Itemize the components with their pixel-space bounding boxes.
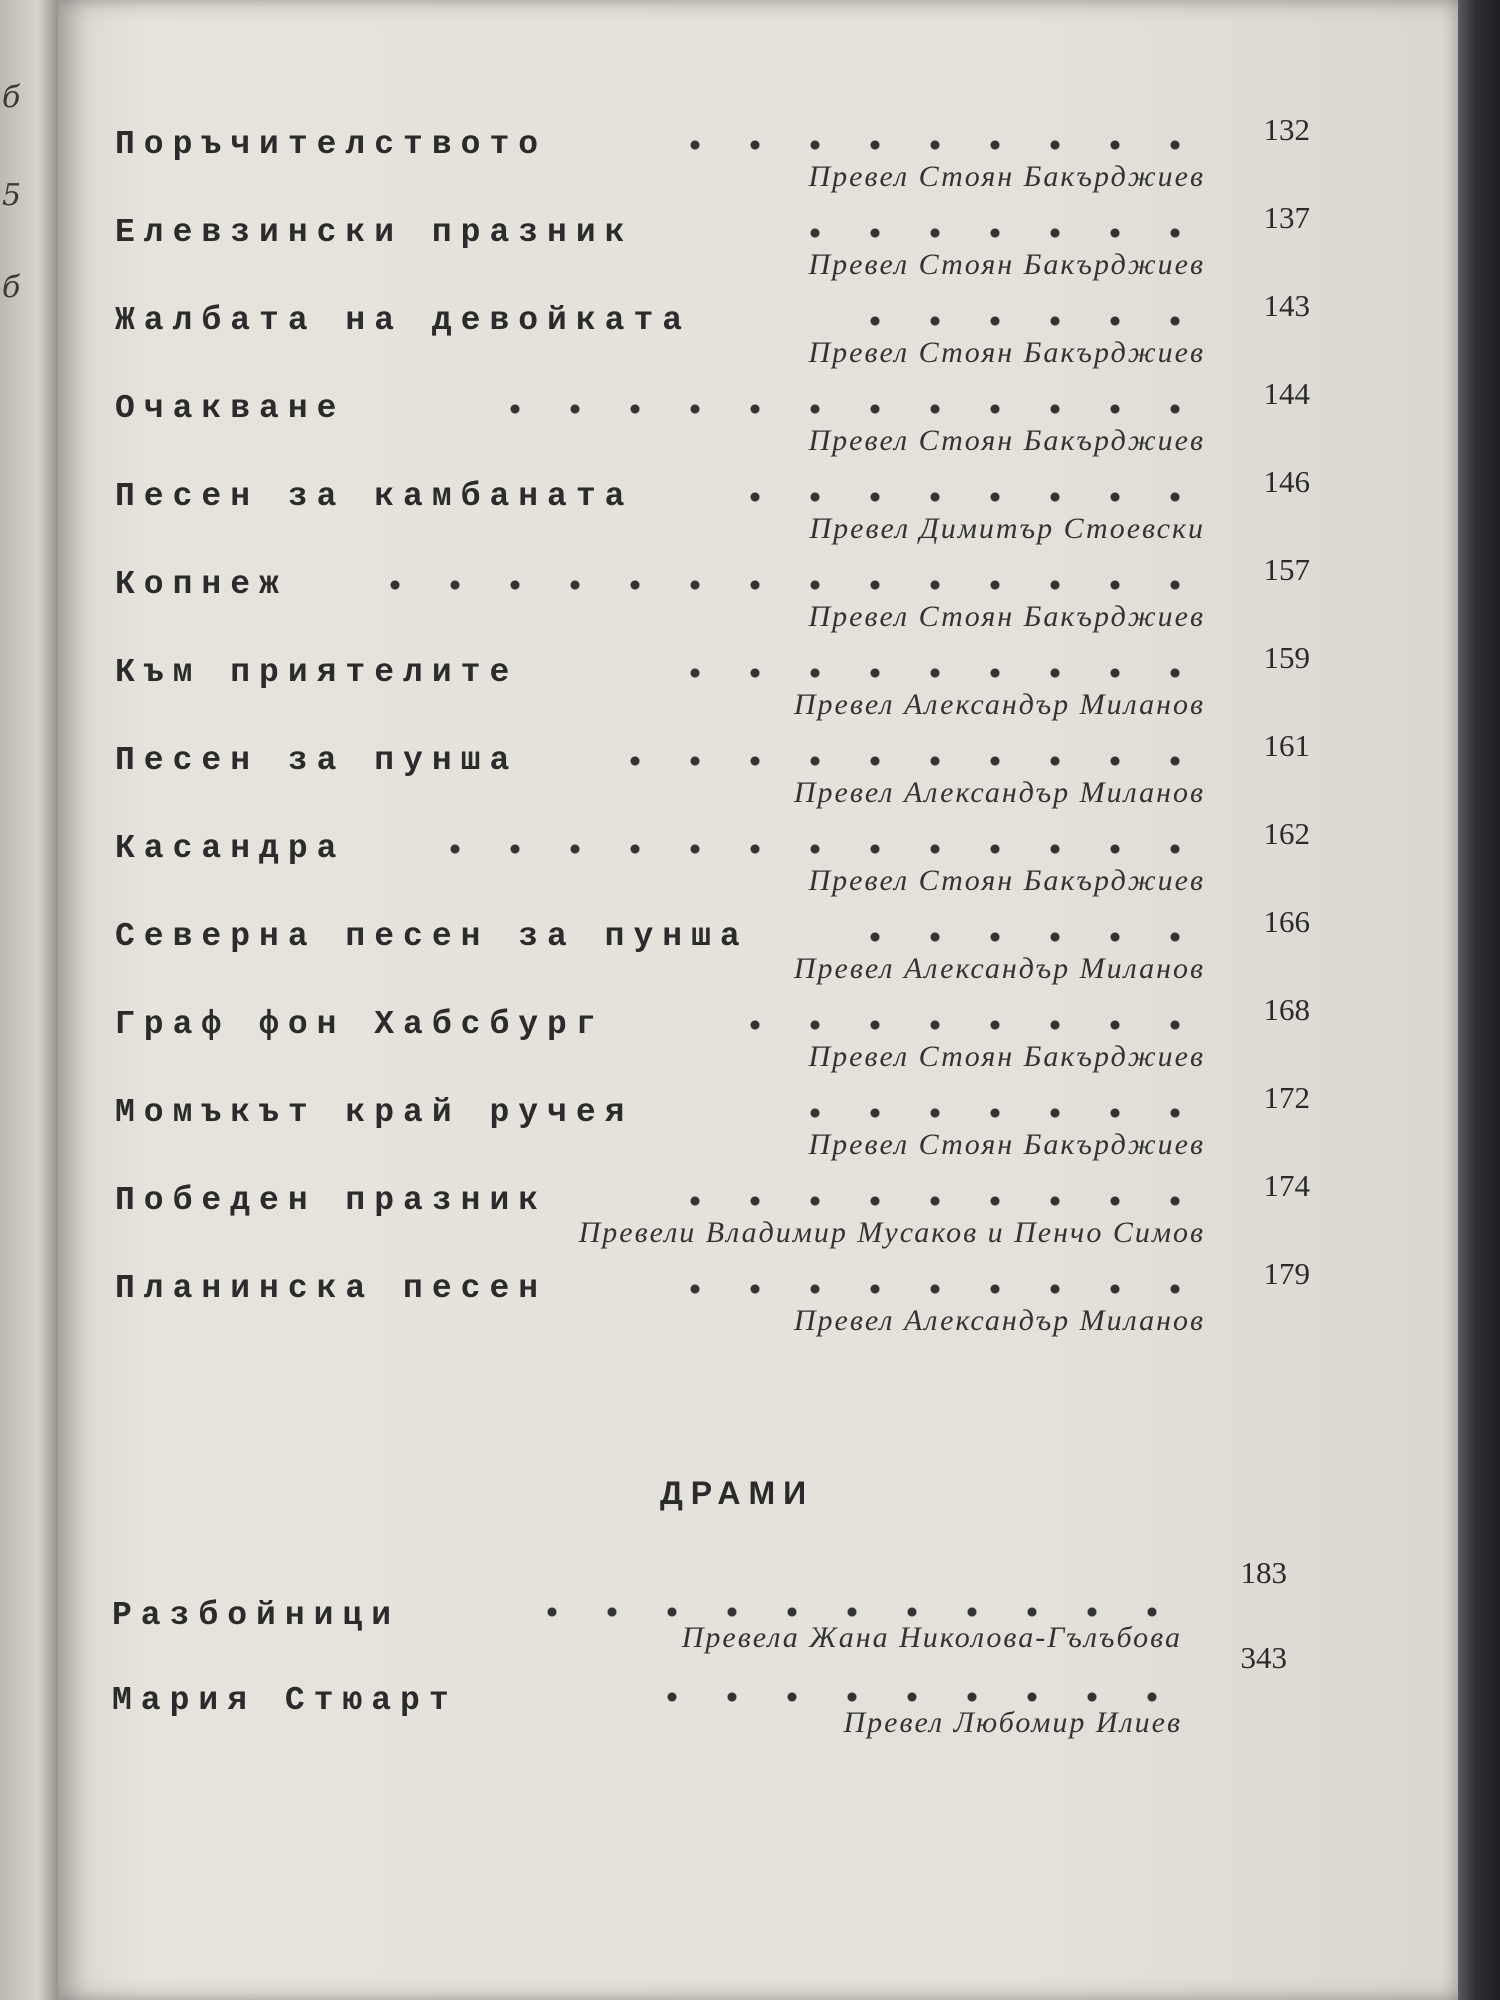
translator-credit: Превел Стоян Бакърджиев bbox=[808, 1128, 1205, 1161]
page-number: 137 bbox=[1263, 200, 1310, 235]
translator-credit: Превел Александър Миланов bbox=[793, 776, 1205, 809]
entry-title: Жалбата на девойката bbox=[115, 302, 692, 339]
dot-leader bbox=[725, 490, 1205, 504]
translator-credit: Превел Стоян Бакърджиев bbox=[808, 600, 1205, 633]
entry-title: Планинска песен bbox=[115, 1270, 548, 1307]
page-number: 157 bbox=[1263, 552, 1310, 587]
section-heading: ДРАМИ bbox=[660, 1475, 815, 1511]
dot-leader bbox=[605, 754, 1205, 768]
table-of-contents bbox=[115, 108, 1310, 1340]
entry-title: Граф фон Хабсбург bbox=[115, 1006, 605, 1043]
entry-title: Към приятелите bbox=[115, 654, 519, 691]
entry-title: Елевзински празник bbox=[115, 214, 634, 251]
dot-leader bbox=[522, 1605, 1182, 1619]
translator-credit: Превели Владимир Мусаков и Пенчо Симов bbox=[578, 1216, 1205, 1249]
toc-entry bbox=[115, 548, 1310, 636]
translator-credit: Превел Александър Миланов bbox=[793, 1304, 1205, 1337]
translator-credit: Превел Стоян Бакърджиев bbox=[808, 864, 1205, 897]
toc-entry bbox=[115, 988, 1310, 1076]
translator-credit: Превел Стоян Бакърджиев bbox=[808, 1040, 1205, 1073]
entry-title: Песен за камбаната bbox=[115, 478, 634, 515]
entry-title: Мария Стюарт bbox=[112, 1682, 458, 1719]
edge-glyph: 5 bbox=[2, 178, 22, 213]
page-number: 174 bbox=[1263, 1168, 1310, 1203]
dot-leader bbox=[665, 666, 1205, 680]
page-number: 144 bbox=[1263, 376, 1310, 411]
toc-entry bbox=[115, 108, 1310, 196]
toc-entry bbox=[115, 284, 1310, 372]
toc-entry bbox=[115, 460, 1310, 548]
page-number: 168 bbox=[1263, 992, 1310, 1027]
toc-entry bbox=[115, 1076, 1310, 1164]
edge-glyph: б bbox=[2, 80, 21, 115]
facing-page-edge bbox=[0, 0, 62, 2000]
entry-title: Разбойници bbox=[112, 1597, 401, 1634]
page-number: 159 bbox=[1263, 640, 1310, 675]
dot-leader bbox=[765, 226, 1205, 240]
page-number: 143 bbox=[1263, 288, 1310, 323]
dot-leader bbox=[662, 1690, 1182, 1704]
translator-credit: Превела Жана Николова-Гълъбова bbox=[681, 1621, 1182, 1654]
translator-credit: Превел Стоян Бакърджиев bbox=[808, 336, 1205, 369]
translator-credit: Превел Димитър Стоевски bbox=[809, 512, 1205, 545]
edge-glyph: б bbox=[2, 270, 21, 305]
page-number: 132 bbox=[1263, 112, 1310, 147]
toc-entry bbox=[115, 724, 1310, 812]
dot-leader bbox=[485, 402, 1205, 416]
translator-credit: Превел Любомир Илиев bbox=[843, 1706, 1182, 1739]
dot-leader bbox=[665, 1194, 1205, 1208]
page-number: 161 bbox=[1263, 728, 1310, 763]
page-number: 172 bbox=[1263, 1080, 1310, 1115]
toc-entry bbox=[115, 812, 1310, 900]
entry-title: Момъкът край ручея bbox=[115, 1094, 634, 1131]
entry-title: Песен за пунша bbox=[115, 742, 519, 779]
translator-credit: Превел Стоян Бакърджиев bbox=[808, 424, 1205, 457]
dot-leader bbox=[825, 314, 1205, 328]
book-cover-edge bbox=[1458, 0, 1500, 2000]
translator-credit: Превел Александър Миланов bbox=[793, 952, 1205, 985]
drama-entry bbox=[112, 1640, 1287, 1750]
dot-leader bbox=[425, 842, 1205, 856]
page-number: 146 bbox=[1263, 464, 1310, 499]
page-number: 166 bbox=[1263, 904, 1310, 939]
entry-title: Касандра bbox=[115, 830, 346, 867]
toc-entry bbox=[115, 1164, 1310, 1252]
dot-leader bbox=[665, 138, 1205, 152]
entry-title: Победен празник bbox=[115, 1182, 548, 1219]
translator-credit: Превел Александър Миланов bbox=[793, 688, 1205, 721]
translator-credit: Превел Стоян Бакърджиев bbox=[808, 160, 1205, 193]
toc-entry bbox=[115, 196, 1310, 284]
entry-title: Северна песен за пунша bbox=[115, 918, 749, 955]
dot-leader bbox=[665, 1282, 1205, 1296]
translator-credit: Превел Стоян Бакърджиев bbox=[808, 248, 1205, 281]
entry-title: Поръчителството bbox=[115, 126, 548, 163]
entry-title: Копнеж bbox=[115, 566, 288, 603]
dot-leader bbox=[365, 578, 1205, 592]
page-number: 343 bbox=[1240, 1640, 1287, 1675]
toc-entry bbox=[115, 1252, 1310, 1340]
page-number: 183 bbox=[1240, 1555, 1287, 1590]
toc-entry bbox=[115, 900, 1310, 988]
page-number: 162 bbox=[1263, 816, 1310, 851]
dot-leader bbox=[785, 1106, 1205, 1120]
dot-leader bbox=[725, 1018, 1205, 1032]
page-number: 179 bbox=[1263, 1256, 1310, 1291]
toc-entry bbox=[115, 636, 1310, 724]
dot-leader bbox=[845, 930, 1205, 944]
entry-title: Очакване bbox=[115, 390, 346, 427]
toc-entry bbox=[115, 372, 1310, 460]
